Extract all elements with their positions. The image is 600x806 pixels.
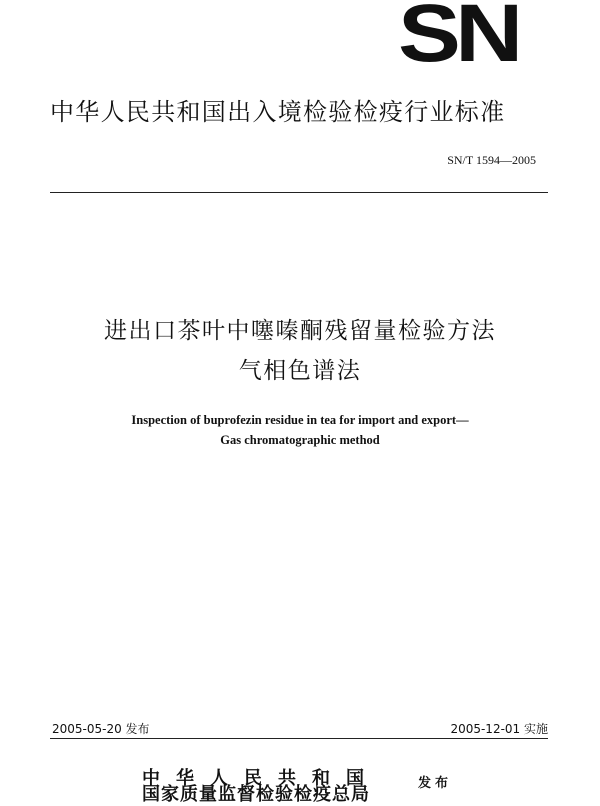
- bottom-divider: [50, 738, 548, 739]
- document-title-en: [0, 410, 600, 450]
- document-subtitle-cn: 气相色谱法: [238, 358, 362, 384]
- document-title-cn: 进出口茶叶中噻嗪酮残留量检验方法: [104, 318, 496, 344]
- sn-logo: SN: [398, 0, 518, 79]
- issuer-line1: 中华人民共和国: [142, 768, 380, 789]
- issuer-line2: 国家质量监督检验检疫总局: [142, 784, 370, 805]
- title-en-line2: Gas chromatographic method: [220, 433, 380, 447]
- issue-date: 2005-05-20 发布: [52, 722, 150, 736]
- top-divider: [50, 192, 548, 193]
- standard-number: SN/T 1594—2005: [447, 153, 536, 167]
- title-en-line1: Inspection of buprofezin residue in tea for import and export—: [131, 413, 469, 427]
- org-title: 中华人民共和国出入境检验检疫行业标准: [50, 98, 506, 126]
- effective-date: 2005-12-01 实施: [450, 722, 548, 736]
- issue-label: 发布: [418, 776, 453, 791]
